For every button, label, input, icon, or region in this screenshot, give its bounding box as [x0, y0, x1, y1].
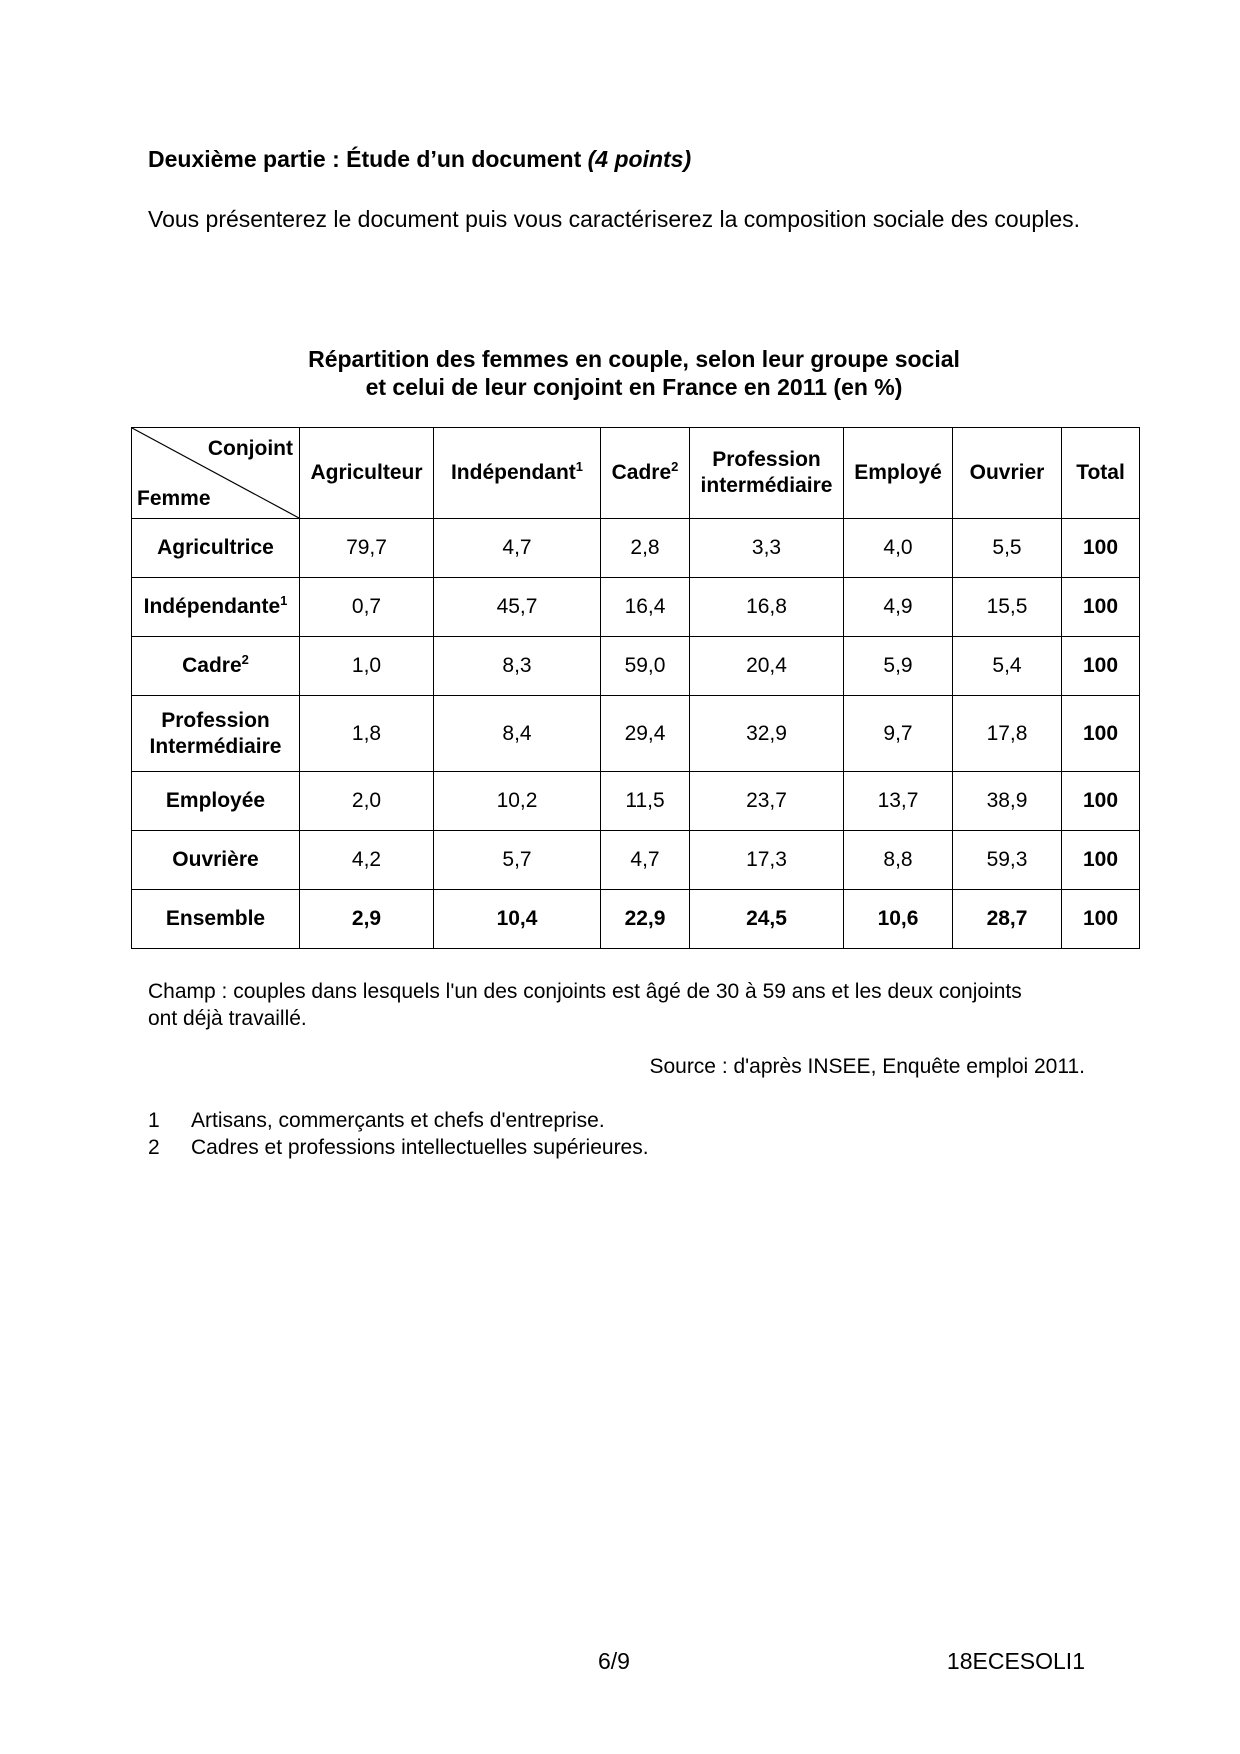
- document-code: 18ECESOLI1: [946, 1648, 1085, 1674]
- table-cell: 10,4: [434, 890, 601, 949]
- table-header-row: [132, 428, 1140, 519]
- table-cell: 8,8: [844, 831, 953, 890]
- footnote-text: Artisans, commerçants et chefs d'entreprise.: [191, 1109, 605, 1132]
- section-heading: [148, 146, 691, 173]
- table-cell: 16,4: [601, 578, 690, 637]
- footnote-ref-2: 2: [671, 459, 679, 474]
- table-cell: 4,7: [601, 831, 690, 890]
- table-cell: 79,7: [300, 519, 434, 578]
- table-cell: 2,8: [601, 519, 690, 578]
- table-title-line2: et celui de leur conjoint en France en 2011 (en %): [365, 374, 903, 400]
- total-cell: 100: [1062, 831, 1140, 890]
- table-cell: 17,3: [690, 831, 844, 890]
- row-label-agricultrice: Agricultrice: [132, 519, 300, 578]
- table-cell: 59,3: [953, 831, 1062, 890]
- table-row: [132, 831, 1140, 890]
- footnote-ref-1: 1: [575, 459, 584, 474]
- distribution-table: [131, 427, 1140, 949]
- total-cell: 100: [1062, 696, 1140, 772]
- table-cell: 45,7: [434, 578, 601, 637]
- table-cell: 59,0: [601, 637, 690, 696]
- table-row: [132, 519, 1140, 578]
- instruction-text: Vous présenterez le document puis vous caractériserez la composition sociale des couples.: [148, 206, 1080, 232]
- footnote-item: [148, 1107, 649, 1134]
- table-cell: 2,9: [300, 890, 434, 949]
- table-row-ensemble: [132, 890, 1140, 949]
- column-header-cadre: Cadre$^2$: [601, 428, 690, 519]
- table-cell: 24,5: [690, 890, 844, 949]
- table-cell: 10,2: [434, 772, 601, 831]
- table-cell: 8,4: [434, 696, 601, 772]
- table-cell: 28,7: [953, 890, 1062, 949]
- table-cell: 15,5: [953, 578, 1062, 637]
- table-row: [132, 696, 1140, 772]
- total-cell: 100: [1062, 772, 1140, 831]
- table-cell: 38,9: [953, 772, 1062, 831]
- table-title-line1: Répartition des femmes en couple, selon leur groupe social: [308, 346, 960, 372]
- footnotes: [148, 1107, 649, 1161]
- footnote-ref-1: 1: [280, 593, 288, 608]
- section-points: (4 points): [587, 146, 692, 172]
- row-label-profession-intermediaire: Profession Intermédiaire: [132, 696, 300, 772]
- table-cell: 32,9: [690, 696, 844, 772]
- row-label-employee: Employée: [132, 772, 300, 831]
- table-cell: 1,0: [300, 637, 434, 696]
- table-title: [130, 345, 1138, 401]
- scope-note: Champ : couples dans lesquels l'un des conjoints est âgé de 30 à 59 ans et les deux conjoints ont déjà travaillé.: [148, 980, 1022, 1030]
- table-row: [132, 772, 1140, 831]
- table-cell: 4,7: [434, 519, 601, 578]
- footnote-number: 2: [148, 1136, 160, 1159]
- footnote-number: 1: [148, 1109, 160, 1132]
- table-cell: 8,3: [434, 637, 601, 696]
- total-cell: 100: [1062, 578, 1140, 637]
- row-label-cadre: Cadre$^2$: [132, 637, 300, 696]
- table-cell: 4,2: [300, 831, 434, 890]
- table-cell: 4,9: [844, 578, 953, 637]
- table-cell: 16,8: [690, 578, 844, 637]
- table-cell: 2,0: [300, 772, 434, 831]
- total-cell: 100: [1062, 890, 1140, 949]
- source-note: Source : d'après INSEE, Enquête emploi 2011.: [649, 1055, 1085, 1078]
- table-cell: 9,7: [844, 696, 953, 772]
- table-cell: 5,9: [844, 637, 953, 696]
- section-heading-text: Deuxième partie : Étude d’un document: [148, 146, 582, 172]
- column-header-total: Total: [1062, 428, 1140, 519]
- row-label-independante: Indépendante$^1$: [132, 578, 300, 637]
- page-number: 6/9: [598, 1648, 630, 1674]
- column-header-ouvrier: Ouvrier: [953, 428, 1062, 519]
- table-cell: 5,5: [953, 519, 1062, 578]
- corner-label-femme: Femme: [137, 487, 211, 510]
- table-cell: 10,6: [844, 890, 953, 949]
- footnote-text: Cadres et professions intellectuelles supérieures.: [191, 1136, 649, 1159]
- table-cell: 11,5: [601, 772, 690, 831]
- corner-header-cell: [132, 428, 300, 519]
- row-label-ouvriere: Ouvrière: [132, 831, 300, 890]
- table-cell: 29,4: [601, 696, 690, 772]
- row-label-ensemble: Ensemble: [132, 890, 300, 949]
- total-cell: 100: [1062, 519, 1140, 578]
- table-cell: 0,7: [300, 578, 434, 637]
- table-cell: 23,7: [690, 772, 844, 831]
- table-cell: 20,4: [690, 637, 844, 696]
- column-header-agriculteur: Agriculteur: [300, 428, 434, 519]
- table-cell: 5,4: [953, 637, 1062, 696]
- total-cell: 100: [1062, 637, 1140, 696]
- footnote-item: [148, 1134, 649, 1161]
- table-cell: 22,9: [601, 890, 690, 949]
- table-cell: 5,7: [434, 831, 601, 890]
- table-cell: 17,8: [953, 696, 1062, 772]
- column-header-independant: Indépendant$^1$: [434, 428, 601, 519]
- table-cell: 3,3: [690, 519, 844, 578]
- column-header-profession-intermediaire: Profession intermédiaire: [690, 428, 844, 519]
- table-cell: 4,0: [844, 519, 953, 578]
- table-row: [132, 637, 1140, 696]
- footnote-ref-2: 2: [241, 652, 249, 667]
- corner-label-conjoint: Conjoint: [207, 437, 293, 460]
- table-cell: 13,7: [844, 772, 953, 831]
- table-row: [132, 578, 1140, 637]
- column-header-employe: Employé: [844, 428, 953, 519]
- table-cell: 1,8: [300, 696, 434, 772]
